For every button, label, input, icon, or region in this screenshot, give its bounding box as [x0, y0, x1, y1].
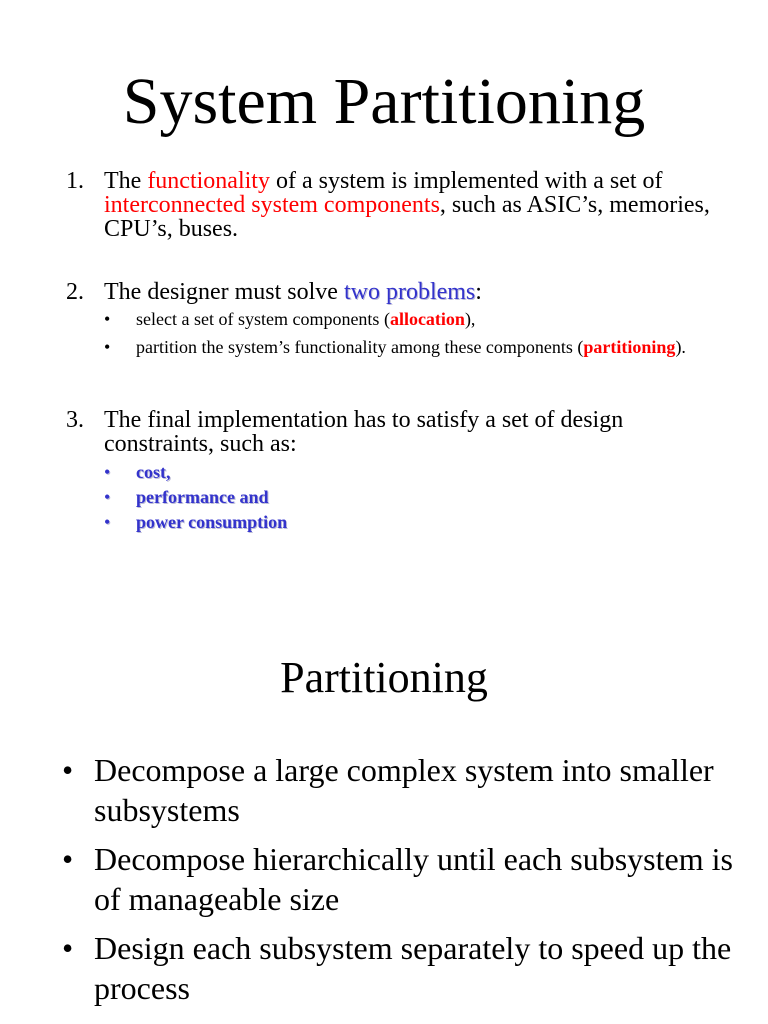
bullet-icon: •: [104, 487, 111, 507]
numbered-item-2: [66, 280, 726, 304]
sub-item-cost: • cost,: [104, 462, 171, 482]
numbered-item-3: [66, 408, 726, 456]
sub-list-constraints: [104, 462, 704, 532]
item-text: The final implementation has to satisfy a set of design constraints, such as:: [104, 407, 624, 457]
bullet-decompose: • Decompose a large complex system into smaller subsystems: [62, 752, 714, 828]
bullet-icon: •: [104, 512, 111, 532]
keyword-allocation: allocation: [389, 309, 465, 329]
sub-item-performance: • performance and: [104, 487, 269, 507]
item-number: 1.: [66, 168, 84, 194]
sub-item-allocation: • select a set of system components (allocation),: [104, 309, 476, 329]
keyword-partitioning: partitioning: [583, 337, 676, 357]
sub-item-power: • power consumption: [104, 512, 288, 532]
bullet-icon: •: [62, 930, 74, 966]
keyword-two-problems: two problems: [343, 279, 476, 305]
bullet-separately: • Design each subsystem separately to speed up the process: [62, 930, 732, 1006]
bullet-hierarchical: • Decompose hierarchically until each subsystem is of manageable size: [62, 841, 733, 917]
slide-title: System Partitioning: [122, 65, 646, 138]
item-text: The functionality of a system is implemented with a set of interconnected system components, such as ASIC’s, memories, CPU’s, buses.: [104, 168, 710, 242]
numbered-item-1: [66, 169, 726, 241]
item-number: 2.: [66, 279, 84, 305]
section-heading: Partitioning: [280, 653, 488, 702]
sub-list-problems: [104, 309, 704, 357]
keyword-interconnected-components: interconnected system components: [104, 192, 440, 218]
bullet-icon: •: [62, 841, 74, 877]
bullet-icon: •: [104, 337, 111, 357]
bullet-icon: •: [104, 309, 111, 329]
bullet-icon: •: [104, 462, 111, 482]
partitioning-bullet-list: [62, 750, 742, 1017]
item-number: 3.: [66, 407, 84, 433]
item-text: The designer must solve two problems:: [104, 279, 482, 305]
keyword-functionality: functionality: [147, 168, 270, 194]
bullet-icon: •: [62, 752, 74, 788]
sub-item-partitioning: • partition the system’s functionality among these components (partitioning).: [104, 337, 686, 357]
